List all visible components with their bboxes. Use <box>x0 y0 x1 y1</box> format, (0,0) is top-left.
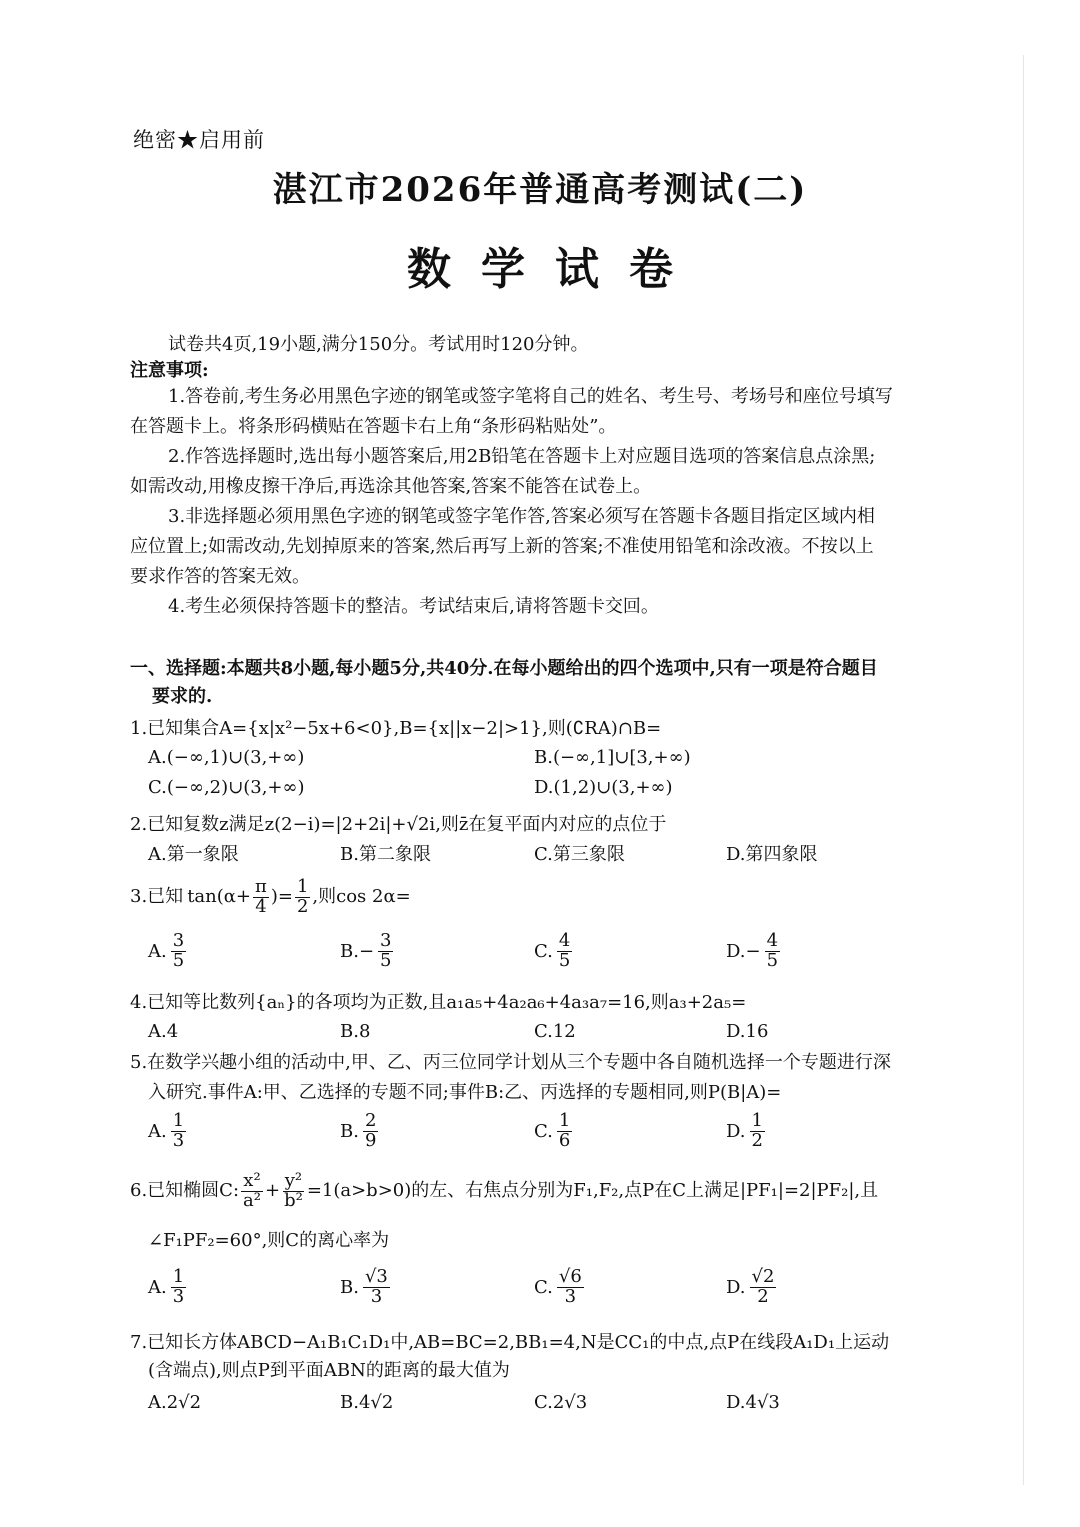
question-4-option-d: D.16 <box>726 1021 769 1042</box>
exam-intro: 试卷共4页,19小题,满分150分。考试用时120分钟。 <box>168 334 589 355</box>
q3-half-den: 2 <box>296 895 309 917</box>
q3-half-num: 1 <box>296 876 309 897</box>
question-7-option-a: A.2√2 <box>148 1392 202 1413</box>
q3-suffix: ,则cos 2α= <box>312 886 411 908</box>
option-den: 3 <box>564 1285 577 1307</box>
section-heading: 一、选择题:本题共8小题,每小题5分,共40分.在每小题给出的四个选项中,只有一项是符合题目 <box>130 658 878 679</box>
option-num: 2 <box>364 1110 377 1131</box>
option-den: 3 <box>172 1129 185 1151</box>
q6-y-num: y² <box>284 1170 303 1191</box>
question-1-option-a: A.(−∞,1)∪(3,+∞) <box>148 747 305 768</box>
option-label: C. <box>534 1276 553 1298</box>
option-den: 2 <box>757 1285 769 1307</box>
question-5-option-a <box>148 1112 188 1151</box>
exam-title: 湛江市2026年普通高考测试(二) <box>272 170 808 210</box>
option-label: C. <box>534 1120 553 1142</box>
option-num: 1 <box>172 1110 185 1131</box>
section-heading-cont: 要求的. <box>152 686 213 707</box>
q6-prefix: 6.已知椭圆C: <box>130 1180 240 1202</box>
question-4-option-b: B.8 <box>340 1021 371 1042</box>
option-num: 4 <box>558 930 571 951</box>
question-5-stem-cont: 入研究.事件A:甲、乙选择的专题不同;事件B:乙、丙选择的专题相同,则P(B|A)= <box>148 1082 782 1103</box>
question-6-option-b <box>340 1268 392 1307</box>
notice-line: 要求作答的答案无效。 <box>130 566 310 587</box>
notice-line: 1.答卷前,考生务必用黑色字迹的钢笔或签字笔将自己的姓名、考生号、考场号和座位号填写 <box>168 386 893 407</box>
option-label: A. <box>148 1276 167 1298</box>
question-6-option-a <box>148 1268 188 1307</box>
notice-line: 如需改动,用橡皮擦干净后,再选涂其他答案,答案不能答在试卷上。 <box>130 476 652 497</box>
question-1-stem: 1.已知集合A={x|x²−5x+6<0},B={x||x−2|>1},则(∁RA)∩B= <box>130 718 662 739</box>
question-7-option-d: D.4√3 <box>726 1392 780 1413</box>
notice-line: 3.非选择题必须用黑色字迹的钢笔或签字笔作答,答案必须写在答题卡各题目指定区域内相 <box>168 506 875 527</box>
question-1-option-d: D.(1,2)∪(3,+∞) <box>534 777 673 798</box>
q3-pi-den: 4 <box>255 895 267 917</box>
question-7-stem-cont: (含端点),则点P到平面ABN的距离的最大值为 <box>148 1360 510 1381</box>
q6-y-den: b² <box>284 1189 303 1211</box>
question-4-stem: 4.已知等比数列{aₙ}的各项均为正数,且a₁a₅+4a₂a₆+4a₃a₇=16,则a₃+2a₅= <box>130 992 747 1013</box>
option-label: D. <box>726 1276 746 1298</box>
question-3-option-d <box>726 932 782 971</box>
q6-x-num: x² <box>243 1170 261 1191</box>
q6-y-fraction <box>282 1172 305 1211</box>
option-label: B. <box>340 1120 359 1142</box>
option-num: √3 <box>364 1266 388 1287</box>
option-label: D. <box>726 1120 746 1142</box>
option-den: 2 <box>751 1129 763 1151</box>
question-6-stem-cont: ∠F₁PF₂=60°,则C的离心率为 <box>148 1230 390 1251</box>
q6-x-den: a² <box>243 1189 261 1211</box>
q3-half-fraction <box>295 878 310 917</box>
notice-line: 在答题卡上。将条形码横贴在答题卡右上角“条形码粘贴处”。 <box>130 416 617 437</box>
option-den: 3 <box>370 1285 383 1307</box>
question-1-option-b: B.(−∞,1]∪[3,+∞) <box>534 747 691 768</box>
question-1-option-c: C.(−∞,2)∪(3,+∞) <box>148 777 305 798</box>
option-den: 5 <box>380 949 392 971</box>
question-3-option-a <box>148 932 188 971</box>
option-label: B.− <box>340 940 375 962</box>
q6-x-fraction <box>241 1172 263 1211</box>
question-5-option-d <box>726 1112 767 1151</box>
option-num: 3 <box>172 930 185 951</box>
question-6-option-c <box>534 1268 586 1307</box>
q3-pi-num: π <box>255 876 267 897</box>
question-3-option-b <box>340 932 395 971</box>
q3-prefix: 3.已知 <box>130 886 184 908</box>
question-6-option-d <box>726 1268 778 1307</box>
question-7-option-b: B.4√2 <box>340 1392 394 1413</box>
question-5-option-c <box>534 1112 574 1151</box>
option-label: B. <box>340 1276 359 1298</box>
question-4-option-c: C.12 <box>534 1021 576 1042</box>
question-3-option-c <box>534 932 574 971</box>
option-num: 1 <box>558 1110 571 1131</box>
exam-subtitle: 数学试卷 <box>407 244 703 295</box>
q6-suffix: =1(a>b>0)的左、右焦点分别为F₁,F₂,点P在C上满足|PF₁|=2|PF₂|,且 <box>306 1180 879 1202</box>
option-den: 6 <box>558 1129 571 1151</box>
question-6-stem <box>130 1172 878 1211</box>
option-den: 9 <box>364 1129 377 1151</box>
question-3-stem <box>130 878 411 917</box>
question-7-option-c: C.2√3 <box>534 1392 588 1413</box>
option-num: √2 <box>751 1266 775 1287</box>
question-2-option-a: A.第一象限 <box>148 844 239 865</box>
option-label: C. <box>534 940 553 962</box>
question-7-stem: 7.已知长方体ABCD−A₁B₁C₁D₁中,AB=BC=2,BB₁=4,N是CC₁的中点,点P在线段A₁D₁上运动 <box>130 1332 890 1353</box>
notice-line: 4.考生必须保持答题卡的整洁。考试结束后,请将答题卡交回。 <box>168 596 659 617</box>
notice-heading: 注意事项: <box>130 360 209 381</box>
question-2-option-d: D.第四象限 <box>726 844 818 865</box>
question-2-option-c: C.第三象限 <box>534 844 625 865</box>
option-num: 3 <box>380 930 392 951</box>
option-num: 1 <box>172 1266 185 1287</box>
question-5-stem: 5.在数学兴趣小组的活动中,甲、乙、丙三位同学计划从三个专题中各自随机选择一个专题进行深 <box>130 1052 891 1073</box>
option-label: A. <box>148 940 167 962</box>
question-5-option-b <box>340 1112 380 1151</box>
option-den: 3 <box>172 1285 185 1307</box>
option-den: 5 <box>172 949 185 971</box>
option-num: 4 <box>766 930 779 951</box>
q3-tan: tan(α+ <box>187 886 252 908</box>
q3-pi-fraction <box>253 878 269 917</box>
notice-line: 应位置上;如需改动,先划掉原来的答案,然后再写上新的答案;不准使用铅笔和涂改液。不按以上 <box>130 536 874 557</box>
option-den: 5 <box>558 949 571 971</box>
question-2-option-b: B.第二象限 <box>340 844 431 865</box>
notice-line: 2.作答选择题时,选出每小题答案后,用2B铅笔在答题卡上对应题目选项的答案信息点涂黑; <box>168 446 876 467</box>
option-label: D.− <box>726 940 761 962</box>
confidential-label: 绝密★启用前 <box>133 128 265 152</box>
question-4-option-a: A.4 <box>148 1021 179 1042</box>
option-label: A. <box>148 1120 167 1142</box>
q6-plus: + <box>264 1180 281 1202</box>
option-num: 1 <box>751 1110 763 1131</box>
question-2-stem: 2.已知复数z满足z(2−i)=|2+2i|+√2i,则z̄在复平面内对应的点位于 <box>130 814 667 835</box>
option-den: 5 <box>766 949 779 971</box>
q3-equals: )= <box>270 886 293 908</box>
option-num: √6 <box>558 1266 582 1287</box>
